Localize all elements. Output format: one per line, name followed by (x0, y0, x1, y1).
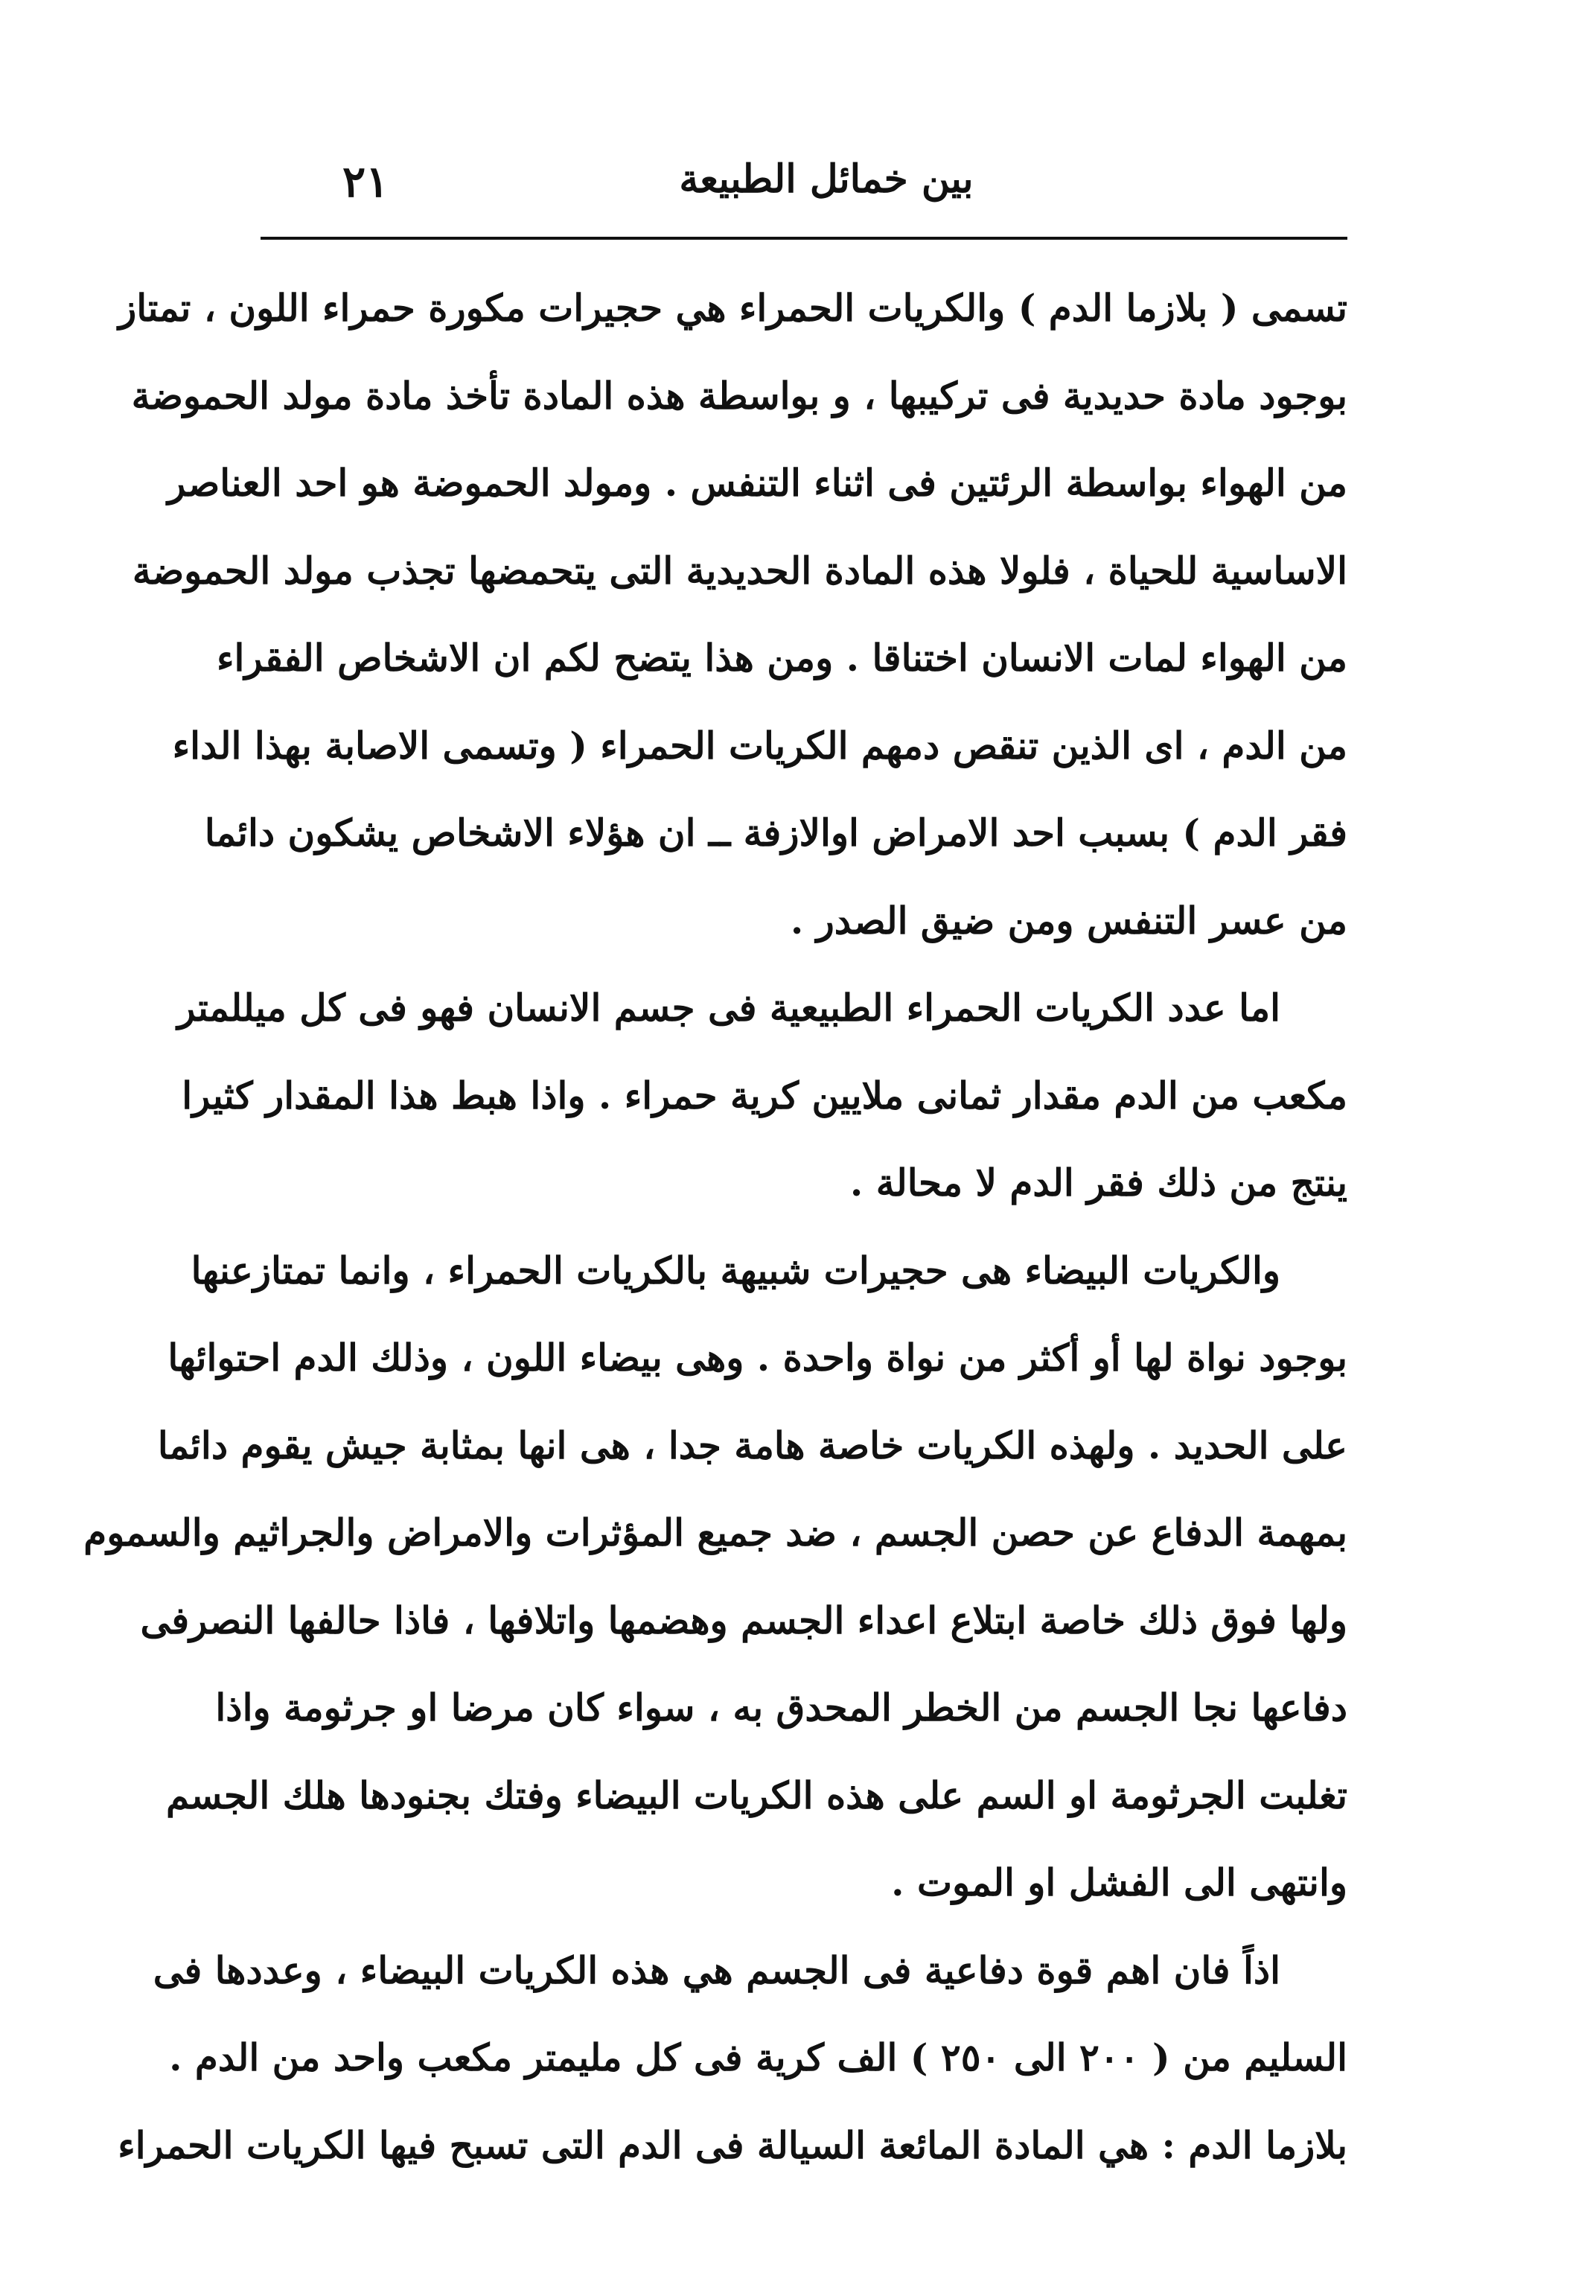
text-line: من الهواء بواسطة الرئتين فى اثناء التنفس . ومولد الحموضة هو احد العناصر (167, 461, 1347, 505)
running-title: بين خمائل الطبيعة (679, 156, 974, 202)
text-line: بوجود نواة لها أو أكثر من نواة واحدة . وهى بيضاء اللون ، وذلك الدم احتوائها (167, 1336, 1347, 1380)
text-line: فقر الدم ) بسبب احد الامراض اوالازفة ــ ان هؤلاء الاشخاص يشكون دائما (204, 811, 1347, 855)
text-line: ينتج من ذلك فقر الدم لا محالة . (849, 1161, 1347, 1205)
text-line: تغلبت الجرثومة او السم على هذه الكريات البيضاء وفتك بجنودها هلك الجسم (165, 1773, 1347, 1817)
text-line: الاساسية للحياة ، فلولا هذه المادة الحديدية التى يتحمضها تجذب مولد الحموضة (132, 548, 1347, 593)
text-line: اذاً فان اهم قوة دفاعية فى الجسم هي هذه الكريات البيضاء ، وعددها فى (153, 1948, 1280, 1992)
text-line: على الحديد . ولهذه الكريات خاصة هامة جدا ، هى انها بمثابة جيش يقوم دائما (157, 1423, 1347, 1467)
text-line: والكريات البيضاء هى حجيرات شبيهة بالكريات الحمراء ، وانما تمتازعنها (191, 1248, 1280, 1292)
text-line: من الهواء لمات الانسان اختناقا . ومن هذا يتضح لكم ان الاشخاص الفقراء (216, 636, 1347, 680)
body-text (83, 264, 1347, 2189)
text-line: بمهمة الدفاع عن حصن الجسم ، ضد جميع المؤثرات والامراض والجراثيم والسموم (83, 1511, 1347, 1554)
header-rule (261, 237, 1347, 240)
page-header (261, 141, 1347, 216)
text-line: بوجود مادة حديدية فى تركيبها ، و بواسطة هذه المادة تأخذ مادة مولد الحموضة (131, 373, 1347, 418)
text-line: وانتهى الى الفشل او الموت . (891, 1860, 1347, 1904)
text-line: ولها فوق ذلك خاصة ابتلاع اعداء الجسم وهضمها واتلافها ، فاذا حالفها النصرفى (140, 1598, 1347, 1642)
text-line: اما عدد الكريات الحمراء الطبيعية فى جسم الانسان فهو فى كل ميللمتر (177, 986, 1280, 1030)
text-line: دفاعها نجا الجسم من الخطر المحدق به ، سواء كان مرضا او جرثومة واذا (215, 1686, 1347, 1729)
text-line: مكعب من الدم مقدار ثمانى ملايين كرية حمراء . واذا هبط هذا المقدار كثيرا (182, 1073, 1347, 1117)
text-line: من الدم ، اى الذين تنقص دمهم الكريات الحمراء ( وتسمى الاصابة بهذا الداء (172, 723, 1347, 768)
text-line: السليم من ( ٢٠٠ الى ٢٥٠ ) الف كرية فى كل مليمتر مكعب واحد من الدم . (169, 2035, 1347, 2079)
page-number: ٢١ (342, 156, 389, 207)
text-line: بلازما الدم : هي المادة المائعة السيالة فى الدم التى تسبح فيها الكريات الحمراء (118, 2123, 1347, 2167)
text-line: تسمى ( بلازما الدم ) والكريات الحمراء هي حجيرات مكورة حمراء اللون ، تمتاز (118, 286, 1347, 330)
text-line: من عسر التنفس ومن ضيق الصدر . (790, 898, 1347, 943)
